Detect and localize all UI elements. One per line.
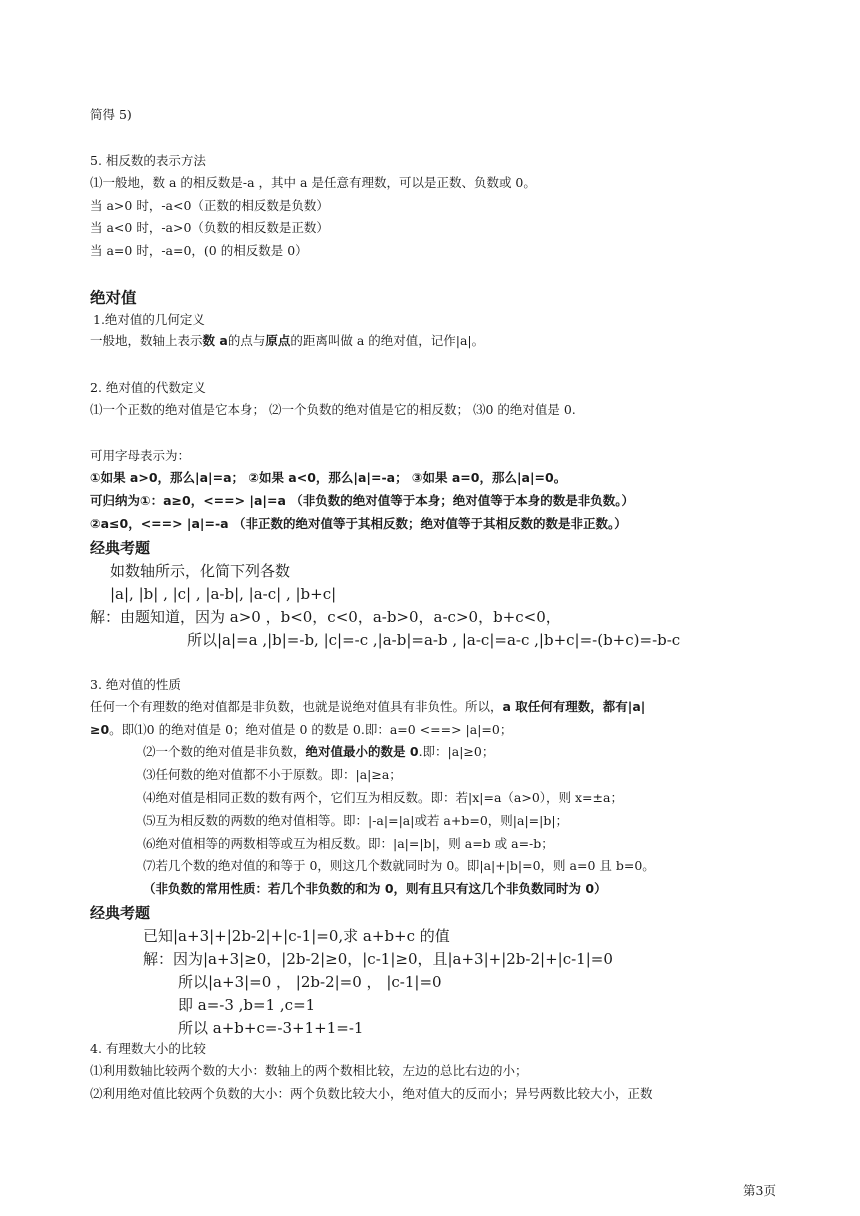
solution-line: 解：由题知道，因为 a>0 ，b<0，c<0，a-b>0，a-c>0，b+c<0， [90,608,561,626]
example-expressions: |a|, |b| , |c| , |a-b|, |a-c| , |b+c| [110,585,337,603]
rule-line: ①如果 a>0，那么|a|=a； ②如果 a<0，那么|a|=-a； ③如果 a=0，那么|a|=0。 [90,470,567,485]
solution-line: 所以|a|=a ,|b|=-b, |c|=-c ,|a-b|=a-b , |a-c|=a-c ,|b+c|=-(b+c)=-b-c [187,631,681,649]
property-line: ⑸互为相反数的两数的绝对值相等。即：|-a|=|a|或若 a+b=0，则|a|=|b|； [143,813,569,828]
solution-line: 所以 a+b+c=-3+1+1=-1 [178,1019,364,1037]
rule-line: ②a≤0，<==> |a|=-a （非正数的绝对值等于其相反数；绝对值等于其相反数的数是非正数。） [90,516,627,531]
solution-line: 所以|a+3|=0 ， |2b-2|=0 ， |c-1|=0 [178,973,442,991]
property-line: ≥0。即⑴0 的绝对值是 0；绝对值是 0 的数是 0.即：a=0 <==> |a|=0； [90,722,513,737]
property-line: ⑵一个数的绝对值是非负数，绝对值最小的数是 0.即：|a|≥0； [143,744,495,759]
solution-line: 即 a=-3 ,b=1 ,c=1 [178,996,316,1014]
property-line: ⑺若几个数的绝对值的和等于 0，则这几个数就同时为 0。即|a|+|b|=0，则 a=0 且 b=0。 [143,858,655,873]
text-line: ⑴一般地，数 a 的相反数是-a ，其中 a 是任意有理数，可以是正数、负数或 0。 [90,175,536,190]
geometric-definition: 一般地，数轴上表示数 a的点与原点的距离叫做 a 的绝对值，记作|a|。 [90,333,485,348]
text-line: 当 a>0 时，-a<0（正数的相反数是负数） [90,198,329,213]
text-line: ⑵利用绝对值比较两个负数的大小：两个负数比较大小，绝对值大的反而小；异号两数比较大小，正数 [90,1086,653,1101]
text-line: 当 a=0 时，-a=0，(0 的相反数是 0） [90,243,308,258]
example-prompt: 已知|a+3|+|2b-2|+|c-1|=0,求 a+b+c 的值 [143,927,450,945]
rule-line: 可归纳为①：a≥0，<==> |a|=a （非负数的绝对值等于本身；绝对值等于本身的数是非负数。） [90,493,635,508]
property-line: ⑹绝对值相等的两数相等或互为相反数。即：|a|=|b|，则 a=b 或 a=-b； [143,836,554,851]
text-line: 可用字母表示为： [90,448,191,463]
text-line: 当 a<0 时，-a>0（负数的相反数是正数） [90,220,329,235]
example-heading: 经典考题 [90,904,151,922]
example-prompt: 如数轴所示，化简下列各数 [110,562,291,580]
text-line: ⑴一个正数的绝对值是它本身； ⑵一个负数的绝对值是它的相反数； ⑶0 的绝对值是 0. [90,402,576,417]
property-note: （非负数的常用性质：若几个非负数的和为 0，则有且只有这几个非负数同时为 0） [143,881,607,896]
property-line: ⑶任何数的绝对值都不小于原数。即：|a|≥a； [143,767,402,782]
page-number: 第3页 [743,1183,776,1198]
example-heading: 经典考题 [90,539,151,557]
section-heading: 4. 有理数大小的比较 [90,1041,206,1056]
text-line: ⑴利用数轴比较两个数的大小：数轴上的两个数相比较，左边的总比右边的小； [90,1063,528,1078]
section-heading: 5. 相反数的表示方法 [90,153,206,168]
section-heading: 1.绝对值的几何定义 [93,312,205,327]
solution-line: 解：因为|a+3|≥0，|2b-2|≥0，|c-1|≥0，且|a+3|+|2b-2|+|c-1|=0 [143,950,613,968]
property-line: ⑷绝对值是相同正数的数有两个，它们互为相反数。即：若|x|=a（a>0），则 x=±a； [143,790,623,805]
property-intro: 任何一个有理数的绝对值都是非负数，也就是说绝对值具有非负性。所以，a 取任何有理数，都有|a| [90,699,646,714]
section-heading: 3. 绝对值的性质 [90,677,181,692]
text-line: 简得 5) [90,107,132,122]
section-heading: 2. 绝对值的代数定义 [90,380,206,395]
chapter-title: 绝对值 [90,289,137,307]
